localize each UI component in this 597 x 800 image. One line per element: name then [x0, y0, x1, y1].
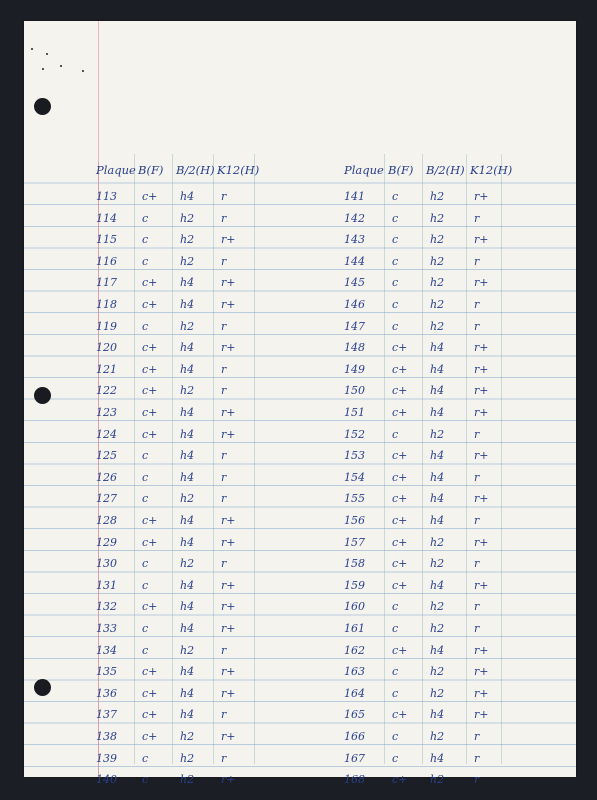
table-cell-b2-h: h2: [180, 384, 195, 398]
table-cell-plaque: 139: [96, 751, 117, 765]
page-header-area: [24, 21, 576, 162]
table-cell-k12-h: r: [221, 319, 227, 333]
table-cell-k12-h: r+: [474, 233, 489, 247]
table-cell-plaque: 167: [344, 751, 365, 765]
binder-hole-bottom: [34, 679, 51, 696]
table-cell-b2-h: h2: [430, 427, 445, 441]
table-cell-b-f: c: [392, 730, 399, 743]
table-cell-b-f: c: [392, 276, 399, 290]
table-cell-plaque: 162: [344, 643, 365, 657]
table-cell-k12-h: r: [474, 600, 480, 614]
column-guide-line: [254, 154, 255, 764]
table-cell-b2-h: h4: [180, 276, 195, 290]
table-cell-plaque: 151: [344, 406, 365, 419]
table-cell-plaque: 125: [96, 449, 117, 463]
table-cell-plaque: 122: [96, 384, 117, 398]
table-cell-b-f: c+: [142, 406, 158, 419]
table-cell-b2-h: h4: [180, 708, 195, 722]
table-cell-k12-h: r+: [474, 190, 489, 203]
table-cell-b-f: c+: [392, 557, 408, 571]
left-header-plaque: Plaque: [96, 163, 136, 177]
table-cell-plaque: 154: [344, 470, 365, 484]
table-cell-b-f: c: [142, 449, 149, 463]
table-cell-k12-h: r: [474, 514, 480, 527]
table-cell-plaque: 126: [96, 470, 117, 484]
table-cell-b-f: c: [392, 751, 399, 765]
table-cell-k12-h: r: [474, 773, 480, 787]
column-guide-line: [422, 154, 423, 764]
table-cell-b2-h: h4: [180, 514, 195, 527]
table-cell-b-f: c: [142, 492, 149, 506]
table-cell-plaque: 114: [96, 211, 117, 225]
column-guide-line: [384, 154, 385, 764]
table-cell-k12-h: r+: [221, 535, 236, 549]
table-cell-k12-h: r: [221, 362, 227, 376]
table-cell-b2-h: h2: [430, 665, 445, 679]
right-header-plaque: Plaque: [344, 163, 384, 177]
table-cell-b-f: c: [142, 254, 149, 268]
table-cell-b-f: c: [392, 190, 399, 203]
table-cell-k12-h: r+: [221, 600, 236, 614]
table-cell-plaque: 115: [96, 233, 117, 247]
table-cell-k12-h: r: [221, 190, 227, 203]
table-cell-k12-h: r+: [474, 643, 489, 657]
table-cell-k12-h: r+: [474, 492, 489, 506]
table-cell-k12-h: r+: [474, 708, 489, 722]
table-cell-k12-h: r+: [221, 773, 236, 787]
table-cell-b2-h: h2: [180, 643, 195, 657]
table-cell-b2-h: h4: [180, 341, 195, 355]
table-cell-plaque: 134: [96, 643, 117, 657]
table-cell-b-f: c: [392, 665, 399, 679]
table-cell-plaque: 143: [344, 233, 365, 247]
table-cell-plaque: 133: [96, 622, 117, 635]
table-cell-b-f: c: [392, 427, 399, 441]
table-cell-plaque: 165: [344, 708, 365, 722]
table-cell-plaque: 136: [96, 686, 117, 700]
table-cell-plaque: 145: [344, 276, 365, 290]
table-cell-b2-h: h4: [180, 298, 195, 311]
table-cell-b-f: c: [392, 254, 399, 268]
table-cell-plaque: 121: [96, 362, 117, 376]
table-cell-plaque: 156: [344, 514, 365, 527]
table-cell-plaque: 120: [96, 341, 117, 355]
table-cell-plaque: 137: [96, 708, 117, 722]
table-cell-b-f: c+: [392, 643, 408, 657]
right-header-k12-h: K12(H): [470, 163, 513, 177]
table-cell-k12-h: r: [474, 211, 480, 225]
table-cell-b2-h: h4: [430, 362, 445, 376]
table-cell-b-f: c: [392, 622, 399, 635]
table-cell-k12-h: r: [474, 730, 480, 743]
table-cell-plaque: 131: [96, 578, 117, 592]
table-cell-b2-h: h4: [180, 362, 195, 376]
table-cell-plaque: 138: [96, 730, 117, 743]
table-cell-b-f: c: [392, 233, 399, 247]
table-cell-b2-h: h4: [430, 492, 445, 506]
ink-speck: [42, 68, 44, 70]
table-cell-b-f: c+: [142, 730, 158, 743]
table-cell-b-f: c+: [142, 665, 158, 679]
table-cell-b-f: c: [392, 686, 399, 700]
table-cell-b-f: c+: [142, 362, 158, 376]
table-cell-b2-h: h2: [430, 600, 445, 614]
table-cell-b2-h: h4: [180, 449, 195, 463]
table-cell-b2-h: h2: [180, 233, 195, 247]
table-cell-b2-h: h4: [180, 665, 195, 679]
table-cell-plaque: 132: [96, 600, 117, 614]
table-cell-b2-h: h4: [430, 449, 445, 463]
table-cell-b2-h: h2: [180, 254, 195, 268]
table-cell-b-f: c+: [392, 406, 408, 419]
table-cell-plaque: 144: [344, 254, 365, 268]
column-guide-line: [172, 154, 173, 764]
table-cell-plaque: 163: [344, 665, 365, 679]
table-cell-b-f: c: [142, 211, 149, 225]
table-cell-plaque: 147: [344, 319, 365, 333]
column-guide-line: [501, 154, 502, 764]
table-cell-k12-h: r: [221, 708, 227, 722]
table-cell-b2-h: h2: [430, 622, 445, 635]
table-cell-plaque: 155: [344, 492, 365, 506]
table-cell-k12-h: r: [221, 254, 227, 268]
table-cell-plaque: 124: [96, 427, 117, 441]
table-cell-b-f: c: [392, 600, 399, 614]
table-cell-plaque: 160: [344, 600, 365, 614]
table-cell-b2-h: h4: [180, 578, 195, 592]
table-cell-k12-h: r: [474, 470, 480, 484]
table-cell-b2-h: h2: [430, 773, 445, 787]
table-cell-b-f: c+: [142, 341, 158, 355]
table-cell-k12-h: r: [221, 384, 227, 398]
table-cell-plaque: 116: [96, 254, 117, 268]
table-cell-k12-h: r+: [221, 686, 236, 700]
table-cell-b-f: c+: [142, 708, 158, 722]
table-cell-k12-h: r+: [221, 406, 236, 419]
table-cell-b2-h: h4: [180, 427, 195, 441]
table-cell-k12-h: r+: [221, 665, 236, 679]
table-cell-plaque: 159: [344, 578, 365, 592]
table-cell-plaque: 128: [96, 514, 117, 527]
table-cell-plaque: 157: [344, 535, 365, 549]
table-cell-b2-h: h2: [180, 557, 195, 571]
table-cell-plaque: 150: [344, 384, 365, 398]
table-cell-b-f: c+: [392, 362, 408, 376]
right-header-b2-h: B/2(H): [426, 163, 465, 177]
table-cell-b-f: c+: [392, 535, 408, 549]
table-cell-b2-h: h4: [430, 578, 445, 592]
table-cell-k12-h: r+: [221, 233, 236, 247]
table-cell-plaque: 135: [96, 665, 117, 679]
ink-speck: [60, 65, 62, 67]
table-cell-plaque: 117: [96, 276, 117, 290]
binder-hole-middle: [34, 387, 51, 404]
table-cell-b-f: c+: [142, 384, 158, 398]
table-cell-b2-h: h4: [430, 406, 445, 419]
table-cell-k12-h: r: [474, 557, 480, 571]
table-cell-k12-h: r: [221, 751, 227, 765]
table-cell-b-f: c: [392, 298, 399, 311]
table-cell-k12-h: r+: [221, 427, 236, 441]
table-cell-b-f: c: [142, 643, 149, 657]
table-cell-k12-h: r+: [221, 514, 236, 527]
table-cell-k12-h: r+: [474, 578, 489, 592]
table-cell-plaque: 127: [96, 492, 117, 506]
table-cell-b2-h: h4: [180, 406, 195, 419]
column-guide-line: [466, 154, 467, 764]
table-cell-b2-h: h2: [430, 211, 445, 225]
table-cell-b-f: c+: [392, 514, 408, 527]
table-cell-b-f: c+: [142, 686, 158, 700]
table-cell-b2-h: h4: [180, 190, 195, 203]
table-cell-k12-h: r+: [474, 362, 489, 376]
table-cell-b2-h: h4: [180, 535, 195, 549]
table-cell-plaque: 149: [344, 362, 365, 376]
table-cell-k12-h: r+: [221, 276, 236, 290]
table-cell-k12-h: r: [221, 492, 227, 506]
table-cell-b2-h: h4: [180, 622, 195, 635]
table-cell-b2-h: h2: [430, 535, 445, 549]
table-cell-b2-h: h2: [430, 319, 445, 333]
table-cell-b2-h: h2: [430, 557, 445, 571]
notebook-page: [24, 21, 576, 787]
table-cell-b2-h: h2: [430, 686, 445, 700]
table-cell-plaque: 152: [344, 427, 365, 441]
table-cell-k12-h: r+: [474, 276, 489, 290]
table-cell-b-f: c+: [142, 600, 158, 614]
column-guide-line: [134, 154, 135, 764]
table-cell-b-f: c+: [392, 773, 408, 787]
table-cell-plaque: 153: [344, 449, 365, 463]
table-cell-b2-h: h2: [180, 773, 195, 787]
table-cell-b2-h: h2: [430, 254, 445, 268]
table-cell-plaque: 161: [344, 622, 365, 635]
table-cell-plaque: 148: [344, 341, 365, 355]
margin-line: [98, 21, 99, 777]
table-cell-b-f: c: [142, 470, 149, 484]
table-cell-plaque: 141: [344, 190, 365, 203]
table-cell-plaque: 158: [344, 557, 365, 571]
table-cell-b2-h: h4: [430, 643, 445, 657]
table-cell-b-f: c+: [142, 427, 158, 441]
table-cell-plaque: 119: [96, 319, 117, 333]
table-cell-k12-h: r+: [474, 384, 489, 398]
table-cell-b-f: c: [392, 319, 399, 333]
table-cell-b-f: c+: [392, 470, 408, 484]
table-cell-plaque: 168: [344, 773, 365, 787]
table-cell-b-f: c: [142, 751, 149, 765]
table-cell-b-f: c: [142, 233, 149, 247]
table-cell-b2-h: h2: [180, 211, 195, 225]
table-cell-k12-h: r: [474, 427, 480, 441]
table-cell-b-f: c: [392, 211, 399, 225]
table-cell-k12-h: r: [474, 298, 480, 311]
table-cell-b-f: c+: [392, 492, 408, 506]
table-cell-k12-h: r+: [221, 578, 236, 592]
table-cell-k12-h: r+: [474, 535, 489, 549]
table-cell-b-f: c: [142, 578, 149, 592]
table-cell-b-f: c: [142, 319, 149, 333]
table-cell-b-f: c+: [142, 276, 158, 290]
table-cell-b2-h: h4: [430, 514, 445, 527]
ink-speck: [82, 70, 84, 72]
table-cell-k12-h: r+: [474, 665, 489, 679]
table-cell-k12-h: r+: [221, 341, 236, 355]
table-cell-k12-h: r: [474, 751, 480, 765]
table-cell-k12-h: r+: [474, 449, 489, 463]
table-cell-b2-h: h2: [180, 319, 195, 333]
table-cell-b-f: c: [142, 557, 149, 571]
left-header-k12-h: K12(H): [217, 163, 260, 177]
table-cell-k12-h: r: [474, 319, 480, 333]
table-cell-plaque: 146: [344, 298, 365, 311]
table-cell-plaque: 140: [96, 773, 117, 787]
table-cell-b2-h: h2: [430, 298, 445, 311]
table-cell-b-f: c+: [392, 341, 408, 355]
table-cell-plaque: 142: [344, 211, 365, 225]
table-cell-b2-h: h4: [430, 341, 445, 355]
right-header-b-f: B(F): [388, 163, 414, 177]
table-cell-k12-h: r: [474, 622, 480, 635]
table-cell-plaque: 166: [344, 730, 365, 743]
ink-speck: [46, 53, 48, 55]
table-cell-k12-h: r+: [474, 406, 489, 419]
table-cell-k12-h: r+: [474, 341, 489, 355]
table-cell-b2-h: h2: [180, 492, 195, 506]
table-cell-b2-h: h2: [430, 233, 445, 247]
table-cell-k12-h: r: [221, 643, 227, 657]
table-cell-k12-h: r+: [221, 622, 236, 635]
table-cell-k12-h: r+: [221, 298, 236, 311]
table-cell-b2-h: h2: [180, 751, 195, 765]
table-cell-b2-h: h2: [430, 276, 445, 290]
table-cell-b2-h: h4: [430, 751, 445, 765]
table-cell-plaque: 118: [96, 298, 117, 311]
table-cell-plaque: 123: [96, 406, 117, 419]
table-cell-plaque: 130: [96, 557, 117, 571]
table-cell-k12-h: r+: [474, 686, 489, 700]
table-cell-b2-h: h2: [180, 730, 195, 743]
table-cell-k12-h: r: [221, 449, 227, 463]
table-cell-b-f: c+: [142, 535, 158, 549]
table-cell-b2-h: h4: [430, 470, 445, 484]
left-header-b2-h: B/2(H): [176, 163, 215, 177]
table-cell-b-f: c+: [142, 190, 158, 203]
table-cell-plaque: 129: [96, 535, 117, 549]
table-cell-b2-h: h4: [180, 686, 195, 700]
table-cell-k12-h: r+: [221, 730, 236, 743]
table-cell-b-f: c+: [142, 514, 158, 527]
table-cell-k12-h: r: [221, 211, 227, 225]
left-header-b-f: B(F): [138, 163, 164, 177]
table-cell-b2-h: h4: [430, 708, 445, 722]
table-cell-b-f: c+: [392, 708, 408, 722]
table-cell-k12-h: r: [474, 254, 480, 268]
table-cell-plaque: 113: [96, 190, 117, 203]
table-cell-b-f: c: [142, 622, 149, 635]
table-cell-plaque: 164: [344, 686, 365, 700]
table-cell-b2-h: h4: [180, 600, 195, 614]
table-cell-k12-h: r: [221, 557, 227, 571]
table-cell-k12-h: r: [221, 470, 227, 484]
binder-hole-top: [34, 98, 51, 115]
table-cell-b-f: c+: [392, 578, 408, 592]
table-cell-b-f: c+: [392, 449, 408, 463]
column-guide-line: [213, 154, 214, 764]
table-cell-b-f: c+: [142, 298, 158, 311]
table-cell-b2-h: h2: [430, 730, 445, 743]
table-cell-b-f: c: [142, 773, 149, 787]
table-cell-b2-h: h4: [430, 384, 445, 398]
table-cell-b2-h: h2: [430, 190, 445, 203]
table-cell-b-f: c+: [392, 384, 408, 398]
table-cell-b2-h: h4: [180, 470, 195, 484]
ink-speck: [31, 48, 33, 50]
